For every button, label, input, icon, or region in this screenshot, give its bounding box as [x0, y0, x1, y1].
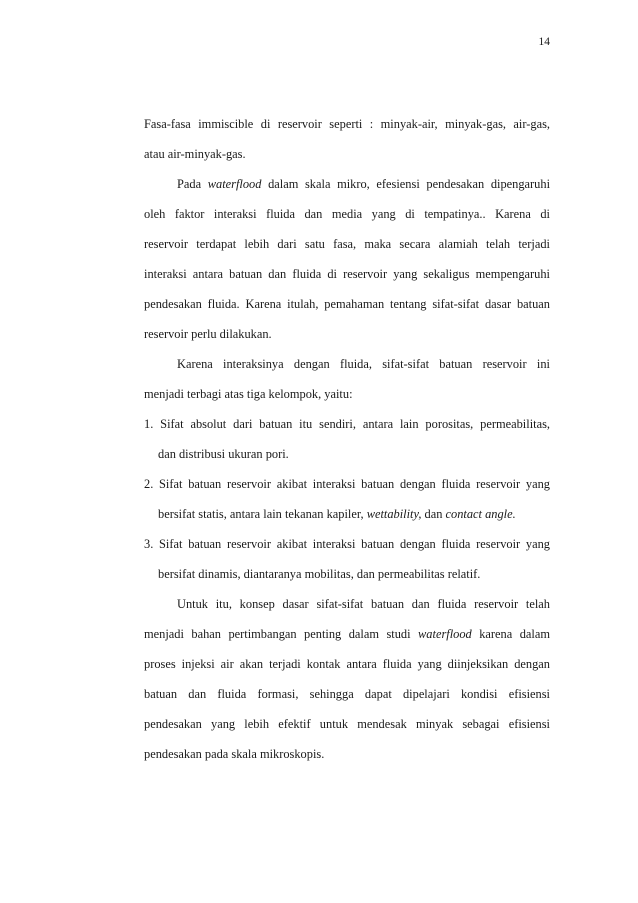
text-span: karena dalam: [471, 627, 550, 641]
italic-term: waterflood: [418, 627, 472, 641]
italic-term: waterflood: [207, 177, 262, 191]
list-item-3: 3. Sifat batuan reservoir akibat interaksi batuan dengan fluida reservoir yang: [144, 537, 550, 551]
text-line: pendesakan fluida. Karena itulah, pemahaman tentang sifat-sifat dasar batuan: [144, 297, 550, 311]
text-span: dan: [421, 507, 446, 521]
list-item-1-continuation: dan distribusi ukuran pori.: [158, 447, 289, 461]
list-item-2: 2. Sifat batuan reservoir akibat interaksi batuan dengan fluida reservoir yang: [144, 477, 550, 491]
text-line: Karena interaksinya dengan fluida, sifat-sifat batuan reservoir ini: [177, 357, 550, 371]
text-line: pendesakan pada skala mikroskopis.: [144, 747, 325, 761]
text-line: reservoir terdapat lebih dari satu fasa, maka secara alamiah telah terjadi: [144, 237, 550, 251]
text-span: bersifat statis, antara lain tekanan kapiler,: [158, 507, 367, 521]
text-line: atau air-minyak-gas.: [144, 147, 246, 161]
text-line: Fasa-fasa immiscible di reservoir seperti : minyak-air, minyak-gas, air-gas,: [144, 117, 550, 131]
italic-term: contact angle.: [445, 507, 516, 521]
text-line: pendesakan yang lebih efektif untuk mendesak minyak sebagai efisiensi: [144, 717, 550, 731]
list-item-2-continuation: [144, 506, 550, 536]
text-span: menjadi bahan pertimbangan penting dalam studi: [144, 627, 419, 641]
text-line: Untuk itu, konsep dasar sifat-sifat batuan dan fluida reservoir telah: [177, 597, 550, 611]
text-line: batuan dan fluida formasi, sehingga dapat dipelajari kondisi efisiensi: [144, 687, 550, 701]
body-text: [144, 116, 550, 776]
text-line: proses injeksi air akan terjadi kontak antara fluida yang diinjeksikan dengan: [144, 657, 550, 671]
text-line: reservoir perlu dilakukan.: [144, 327, 272, 341]
text-span: Pada: [177, 177, 208, 191]
text-line: oleh faktor interaksi fluida dan media yang di tempatinya.. Karena di: [144, 207, 550, 221]
text-line: interaksi antara batuan dan fluida di reservoir yang sekaligus mempengaruhi: [144, 267, 550, 281]
list-item-1: 1. Sifat absolut dari batuan itu sendiri, antara lain porositas, permeabilitas,: [144, 417, 550, 431]
text-span: dalam skala mikro, efesiensi pendesakan dipengaruhi: [261, 177, 551, 191]
list-item-3-continuation: bersifat dinamis, diantaranya mobilitas, dan permeabilitas relatif.: [158, 567, 481, 581]
text-line: [144, 176, 550, 206]
text-line: [144, 626, 550, 656]
page-number: 14: [538, 36, 550, 48]
text-line: menjadi terbagi atas tiga kelompok, yaitu:: [144, 387, 353, 401]
italic-term: wettability,: [366, 507, 422, 521]
